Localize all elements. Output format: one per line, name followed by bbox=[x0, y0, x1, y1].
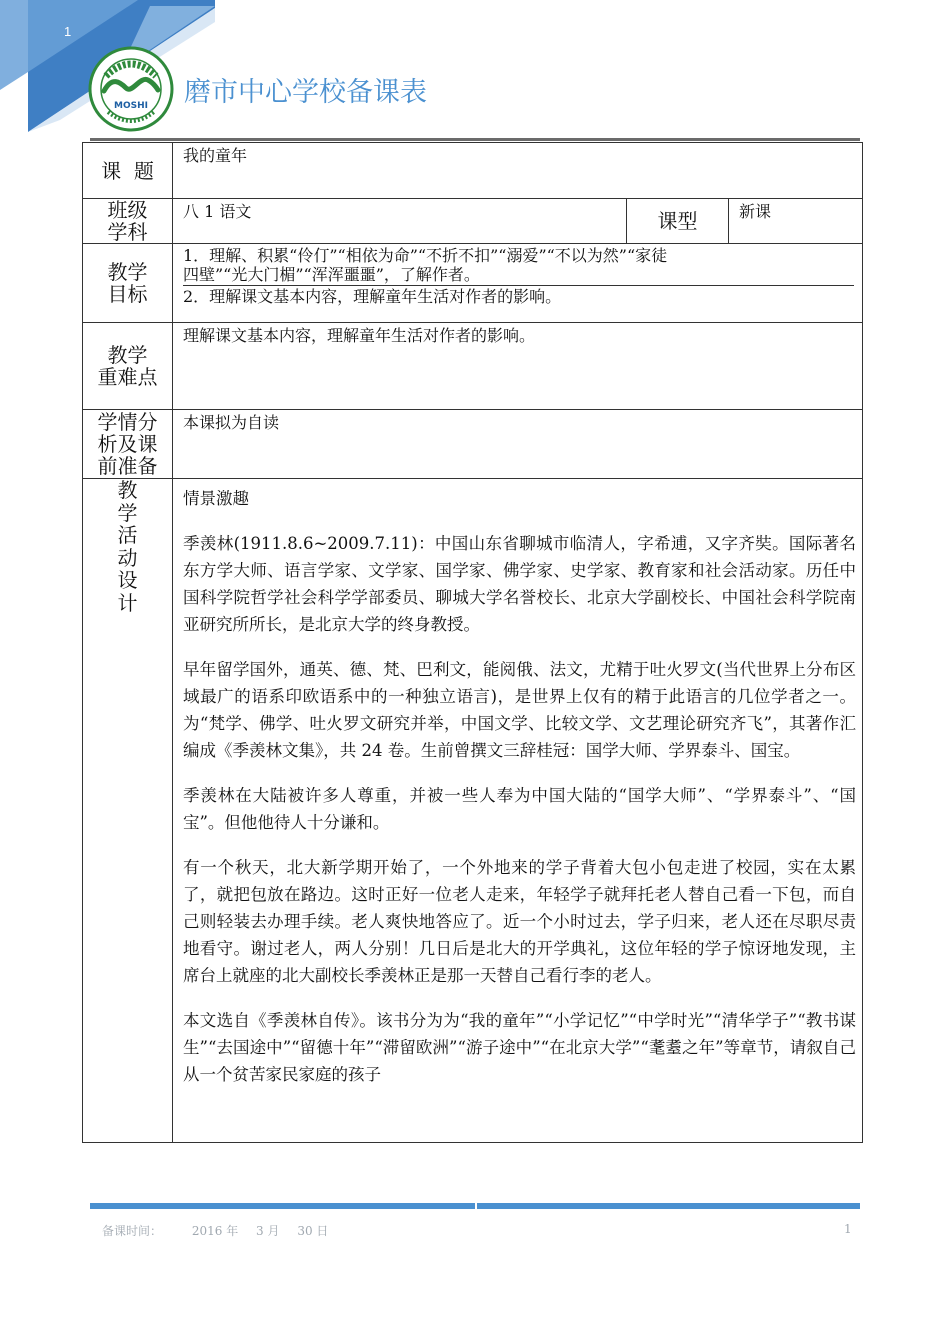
analysis-label bbox=[83, 410, 173, 479]
objectives-label-line-2: 目标 bbox=[107, 282, 148, 306]
analysis-label-line-3: 前准备 bbox=[97, 454, 158, 478]
lesson-plan-table bbox=[82, 142, 863, 1143]
footer-day: 30 日 bbox=[297, 1224, 329, 1238]
row-analysis bbox=[83, 410, 863, 479]
objective-1-line-1: 1．理解、积累“伶仃”“相依为命”“不折不扣”“溺爱”“不以为然”“家徒 bbox=[183, 246, 668, 265]
activity-paragraph: 季羡林(1911.8.6~2009.7.11)：中国山东省聊城市临清人，字希逋，又字齐奘。国际著名东方学大师、语言学家、文学家、国学家、佛学家、史学家、教育家和社会活动家。历任中国科学院哲学社会科学学部委员、聊城大学名誉校长、北京大学副校长、中国社会科学院南亚研究所所长，是北京大学的终身教授。 bbox=[183, 534, 856, 634]
objective-1-line-2: 四壁”“光大门楣”“浑浑噩噩”，了解作者。 bbox=[183, 265, 480, 284]
school-title: 磨市中心学校备课表 bbox=[184, 77, 427, 108]
activity-label bbox=[83, 479, 173, 1143]
row-objectives bbox=[83, 244, 863, 323]
class-label-line-2: 学科 bbox=[107, 220, 148, 244]
footer-divider bbox=[90, 1203, 860, 1209]
row-topic bbox=[83, 143, 863, 199]
key-points-label-line-2: 重难点 bbox=[97, 365, 158, 389]
footer-year: 2016 年 bbox=[191, 1224, 239, 1238]
top-page-number: 1 bbox=[64, 24, 72, 39]
activity-label-char: 教 bbox=[117, 478, 138, 502]
key-points-label bbox=[83, 323, 173, 410]
activity-paragraph: 早年留学国外，通英、德、梵、巴利文，能阅俄、法文，尤精于吐火罗文(当代世界上分布区域最广的语系印欧语系中的一种独立语言)，是世界上仅有的精于此语言的几位学者之一。为“梵学、佛学、吐火罗文研究并举，中国文学、比较文学、文艺理论研究齐飞”，其著作汇编成《季羡林文集》，共 24 卷。生前曾撰文三辞桂冠：国学大师、学界泰斗、国宝。 bbox=[183, 660, 856, 760]
key-points-value: 理解课文基本内容，理解童年生活对作者的影响。 bbox=[173, 323, 863, 410]
class-label-line-1: 班级 bbox=[107, 198, 148, 222]
lesson-type-value: 新课 bbox=[729, 199, 863, 244]
activity-label-char: 活 bbox=[117, 523, 138, 547]
objective-1 bbox=[183, 246, 854, 286]
activity-label-char: 学 bbox=[117, 500, 138, 525]
objectives-label-line-1: 教学 bbox=[107, 260, 148, 284]
activity-paragraph: 季羡林在大陆被许多人尊重，并被一些人奉为中国大陆的“国学大师”、“学界泰斗”、“国宝”。但他他待人十分谦和。 bbox=[183, 786, 856, 832]
analysis-label-line-2: 析及课 bbox=[97, 432, 158, 456]
objectives-label bbox=[83, 244, 173, 323]
class-value: 八 1 语文 bbox=[173, 199, 627, 244]
footer-date-label: 备课时间： bbox=[102, 1224, 163, 1238]
activity-content-clip bbox=[183, 485, 856, 1136]
topic-value: 我的童年 bbox=[173, 143, 863, 199]
row-activity bbox=[83, 479, 863, 1143]
activity-label-char: 计 bbox=[117, 590, 138, 615]
logo-text-center: MOSHI bbox=[114, 101, 148, 111]
key-points-label-line-1: 教学 bbox=[107, 343, 148, 367]
footer-page-number: 1 bbox=[844, 1222, 852, 1236]
footer-month: 3 月 bbox=[256, 1224, 280, 1238]
analysis-value: 本课拟为自读 bbox=[173, 410, 863, 479]
topic-label: 课 题 bbox=[83, 143, 173, 199]
analysis-label-line-1: 学情分 bbox=[97, 410, 158, 434]
activity-label-char: 动 bbox=[117, 545, 138, 570]
activity-paragraph: 有一个秋天，北大新学期开始了，一个外地来的学子背着大包小包走进了校园，实在太累了，就把包放在路边。这时正好一位老人走来，年轻学子就拜托老人替自己看一下包，而自己则轻装去办理手续。老人爽快地答应了。近一个小时过去，学子归来，老人还在尽职尽责地看守。谢过老人，两人分别！几日后是北大的开学典礼，这位年轻的学子惊讶地发现，主席台上就座的北大副校长季羡林正是那一天替自己看行李的老人。 bbox=[183, 858, 856, 985]
lesson-type-label: 课型 bbox=[627, 199, 729, 244]
activity-label-char: 设 bbox=[117, 568, 138, 592]
objective-2: 2．理解课文基本内容，理解童年生活对作者的影响。 bbox=[183, 287, 562, 306]
objectives-value bbox=[173, 244, 863, 323]
activity-content bbox=[173, 479, 863, 1143]
class-label bbox=[83, 199, 173, 244]
footer-date bbox=[102, 1222, 342, 1239]
row-key-points bbox=[83, 323, 863, 410]
activity-paragraph: 情景激趣 bbox=[183, 489, 249, 508]
school-logo bbox=[88, 46, 174, 132]
row-class bbox=[83, 199, 863, 244]
activity-paragraph: 本文选自《季羡林自传》。该书分为为“我的童年”“小学记忆”“中学时光”“清华学子”“教书谋生”“去国途中”“留德十年”“滞留欧洲”“游子途中”“在北京大学”“耄耋之年”等章节，请叙自己从一个贫苦家民家庭的孩子 bbox=[183, 1011, 856, 1084]
header-divider bbox=[90, 138, 860, 141]
